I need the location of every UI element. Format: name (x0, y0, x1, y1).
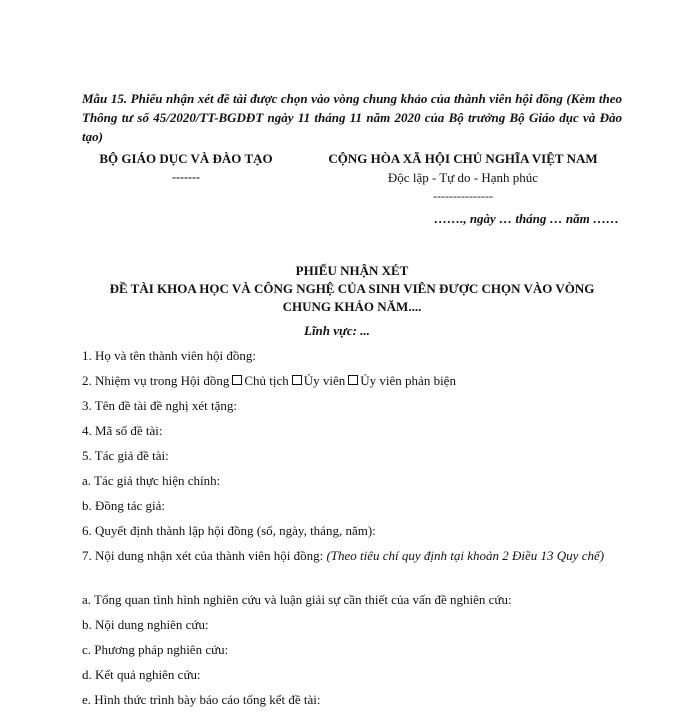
option-member-label: Ủy viên (303, 373, 346, 388)
form-intro-note: Mẫu 15. Phiếu nhận xét đề tài được chọn vào vòng chung khảo của thành viên hội đồng (Kèm theo Thông tư số 45/2020/TT-BGDĐT ngày 11 tháng 11 năm 2020 của Bộ trưởng Bộ Giáo dục và Đào tạo) (82, 91, 622, 144)
form-items (82, 346, 622, 715)
nation-name: CỘNG HÒA XÃ HỘI CHỦ NGHĨA VIỆT NAM (328, 151, 598, 166)
council-role-label: 2. Nhiệm vụ trong Hội đồng (82, 373, 230, 388)
ministry-separator: ------- (172, 170, 200, 184)
nation-motto: Độc lập - Tự do - Hạnh phúc (387, 170, 539, 185)
item-council-role (82, 371, 622, 396)
option-chairman-label: Chủ tịch (244, 373, 289, 388)
review-content-note: (Theo tiêu chí quy định tại khoản 2 Điều 13 Quy chế) (326, 548, 605, 563)
document-title (82, 262, 622, 316)
motto-separator: --------------- (433, 189, 493, 203)
checkbox-member[interactable] (292, 375, 302, 385)
item-authors: 5. Tác giả đề tài: (82, 448, 169, 463)
item-topic-name: 3. Tên đề tài đề nghị xét tặng: (82, 398, 237, 413)
item-main-author: a. Tác giả thực hiện chính: (82, 473, 221, 488)
ministry-header (82, 149, 290, 187)
item-research-results: d. Kết quả nghiên cứu: (82, 667, 201, 682)
item-co-authors: b. Đồng tác giả: (82, 498, 166, 513)
item-member-name: 1. Họ và tên thành viên hội đồng: (82, 348, 257, 363)
nation-header (303, 149, 623, 206)
title-line-2: ĐỀ TÀI KHOA HỌC VÀ CÔNG NGHỆ CỦA SINH VIÊN ĐƯỢC CHỌN VÀO VÒNG CHUNG KHẢO NĂM.... (109, 281, 595, 314)
item-research-method: c. Phương pháp nghiên cứu: (82, 642, 229, 657)
title-line-1: PHIẾU NHẬN XÉT (295, 263, 409, 278)
item-topic-code: 4. Mã số đề tài: (82, 423, 163, 438)
date-line: ……., ngày … tháng … năm …… (434, 211, 619, 226)
ministry-name: BỘ GIÁO DỤC VÀ ĐÀO TẠO (99, 151, 273, 166)
review-content-label: 7. Nội dung nhận xét của thành viên hội đồng: (82, 548, 327, 563)
item-council-decision: 6. Quyết định thành lập hội đồng (số, ngày, tháng, năm): (82, 523, 376, 538)
checkbox-reviewer[interactable] (348, 375, 358, 385)
item-overview: a. Tổng quan tình hình nghiên cứu và luận giải sự cần thiết của vấn đề nghiên cứu: (82, 592, 512, 607)
item-report-format: e. Hình thức trình bày báo cáo tổng kết đề tài: (82, 692, 321, 707)
item-review-content (82, 546, 622, 590)
item-research-content: b. Nội dung nghiên cứu: (82, 617, 209, 632)
option-reviewer-label: Ủy viên phản biện (360, 373, 456, 388)
checkbox-chairman[interactable] (232, 375, 242, 385)
field-label: Lĩnh vực: ... (304, 323, 370, 338)
